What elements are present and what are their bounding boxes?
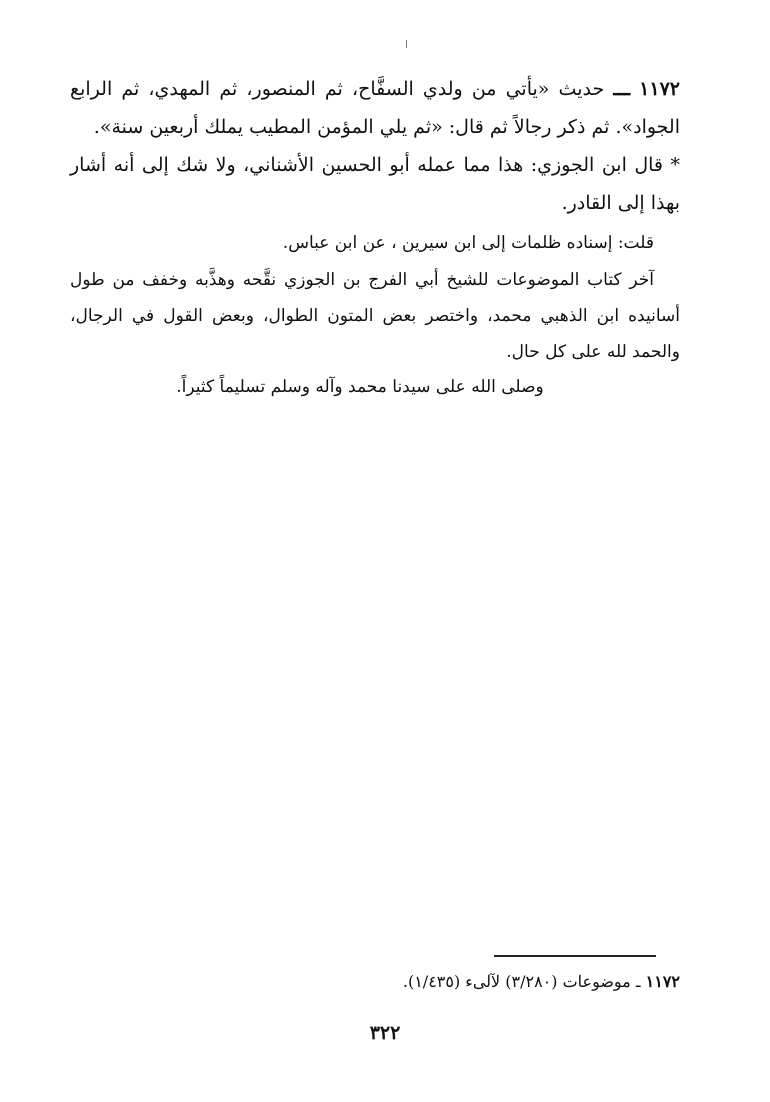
page-number: ٣٢٢ — [369, 1022, 401, 1044]
closing-line: وصلى الله على سيدنا محمد وآله وسلم تسليماً كثيراً. — [176, 377, 544, 397]
footnote-text: ـ موضوعات (٣/٢٨٠) لآلىء (١/٤٣٥). — [402, 972, 641, 991]
footnote-separator — [494, 955, 656, 957]
page-center-mark — [406, 40, 407, 48]
ibn-jawzi-comment: * قال ابن الجوزي: هذا مما عمله أبو الحسين الأشناني، ولا شك إلى أنه أشار بهذا إلى القادر. — [70, 154, 680, 214]
footnote-number: ١١٧٢ — [645, 972, 680, 991]
hadith-paragraph — [70, 70, 680, 146]
hadith-number: ١١٧٢ — [639, 78, 680, 100]
editor-note: قلت: إسناده ظلمات إلى ابن سيرين ، عن ابن عباس. — [282, 233, 654, 253]
hadith-dash: ـــ — [613, 78, 631, 100]
hadith-text: حديث «يأتي من ولدي السفَّاح، ثم المنصور، ثم المهدي، ثم الرابع الجواد». ثم ذكر رجالاً ثم قال: «ثم يلي المؤمن المطيب يملك أربعين سنة». — [70, 78, 680, 138]
colophon-paragraph: آخر كتاب الموضوعات للشيخ أبي الفرج بن الجوزي نقَّحه وهذَّبه وخفف من طول أسانيده ابن الذهبي محمد، واختصر بعض المتون الطوال، وبعض القول في الرجال، والحمد لله على كل حال. — [70, 270, 680, 362]
footnote — [200, 968, 680, 996]
